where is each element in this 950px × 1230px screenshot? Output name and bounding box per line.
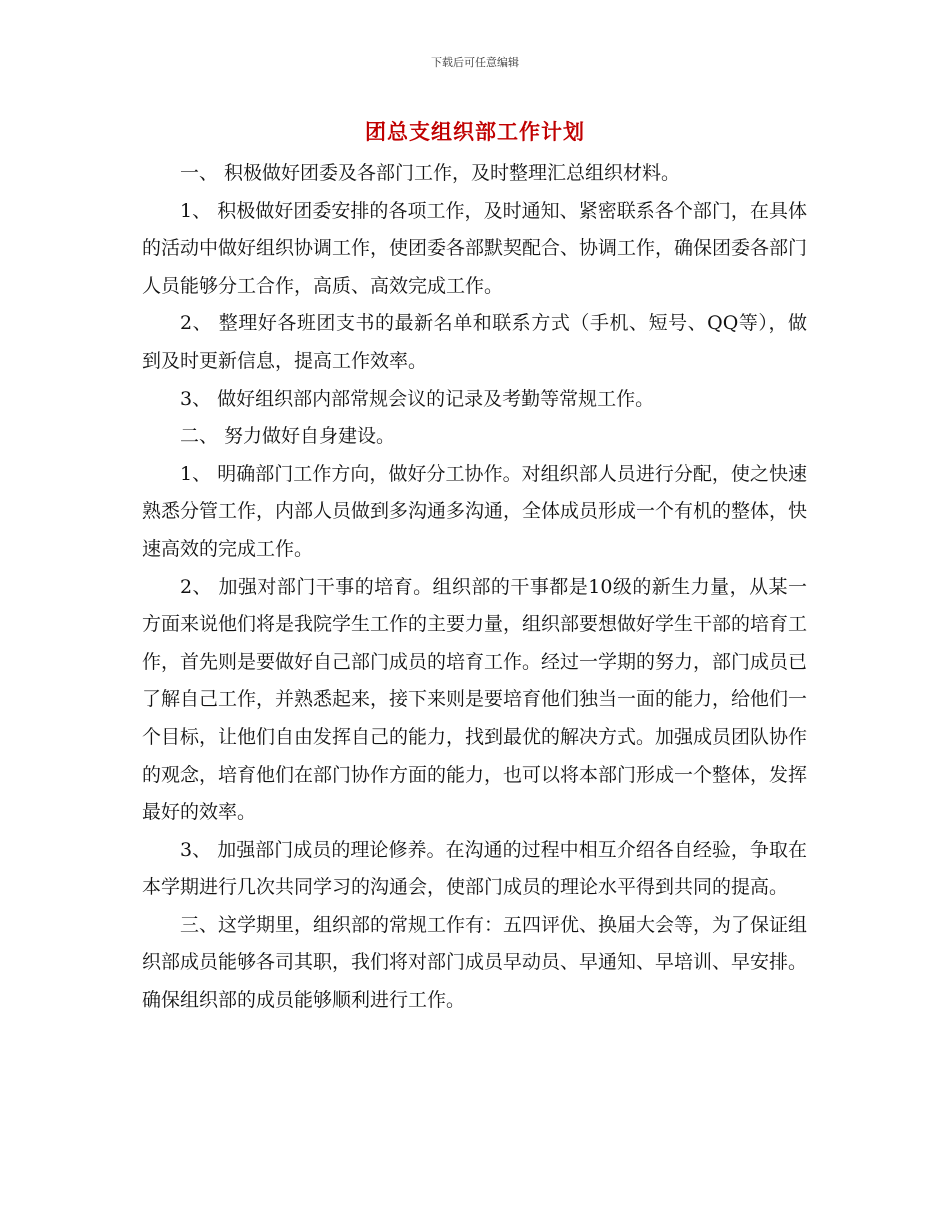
section-3-paragraph: 三、这学期里，组织部的常规工作有：五四评优、换届大会等，为了保证组织部成员能够各司其职，我们将对部门成员早动员、早通知、早培训、早安排。确保组织部的成员能够顺利进行工作。 xyxy=(142,913,808,1012)
document-body xyxy=(142,155,807,1020)
paragraph-1-3: 3、 做好组织部内部常规会议的记录及考勤等常规工作。 xyxy=(180,387,655,410)
section-heading-1: 一、 积极做好团委及各部门工作，及时整理汇总组织材料。 xyxy=(180,162,681,184)
paragraph-2-3: 3、 加强部门成员的理论修养。在沟通的过程中相互介绍各自经验，争取在本学期进行几次共同学习的沟通会，使部门成员的理论水平得到共同的提高。 xyxy=(142,838,807,899)
paragraph-2-1: 1、 明确部门工作方向，做好分工协作。对组织部人员进行分配，使之快速熟悉分管工作，内部人员做到多沟通多沟通，全体成员形成一个有机的整体，快速高效的完成工作。 xyxy=(142,462,808,560)
document-title: 团总支组织部工作计划 xyxy=(365,119,585,144)
paragraph-1-2: 2、 整理好各班团支书的最新名单和联系方式（手机、短号、QQ等），做到及时更新信息，提高工作效率。 xyxy=(142,312,807,372)
paragraph-1-1: 1、 积极做好团委安排的各项工作，及时通知、紧密联系各个部门，在具体的活动中做好组织协调工作，使团委各部默契配合、协调工作，确保团委各部门人员能够分工合作，高质、高效完成工作。 xyxy=(142,199,808,297)
header-note: 下载后可任意编辑 xyxy=(431,56,519,69)
paragraph-2-2: 2、 加强对部门干事的培育。组织部的干事都是10级的新生力量，从某一方面来说他们将是我院学生工作的主要力量，组织部要想做好学生干部的培育工作，首先则是要做好自己部门成员的培育工作。经过一学期的努力，部门成员已了解自己工作，并熟悉起来，接下来则是要培育他们独当一面的能力，给他们一个目标，让他们自由发挥自己的能力，找到最优的解决方式。加强成员团队协作的观念，培育他们在部门协作方面的能力，也可以将本部门形成一个整体，发挥最好的效率。 xyxy=(142,575,808,824)
section-heading-2: 二、 努力做好自身建设。 xyxy=(180,425,396,448)
